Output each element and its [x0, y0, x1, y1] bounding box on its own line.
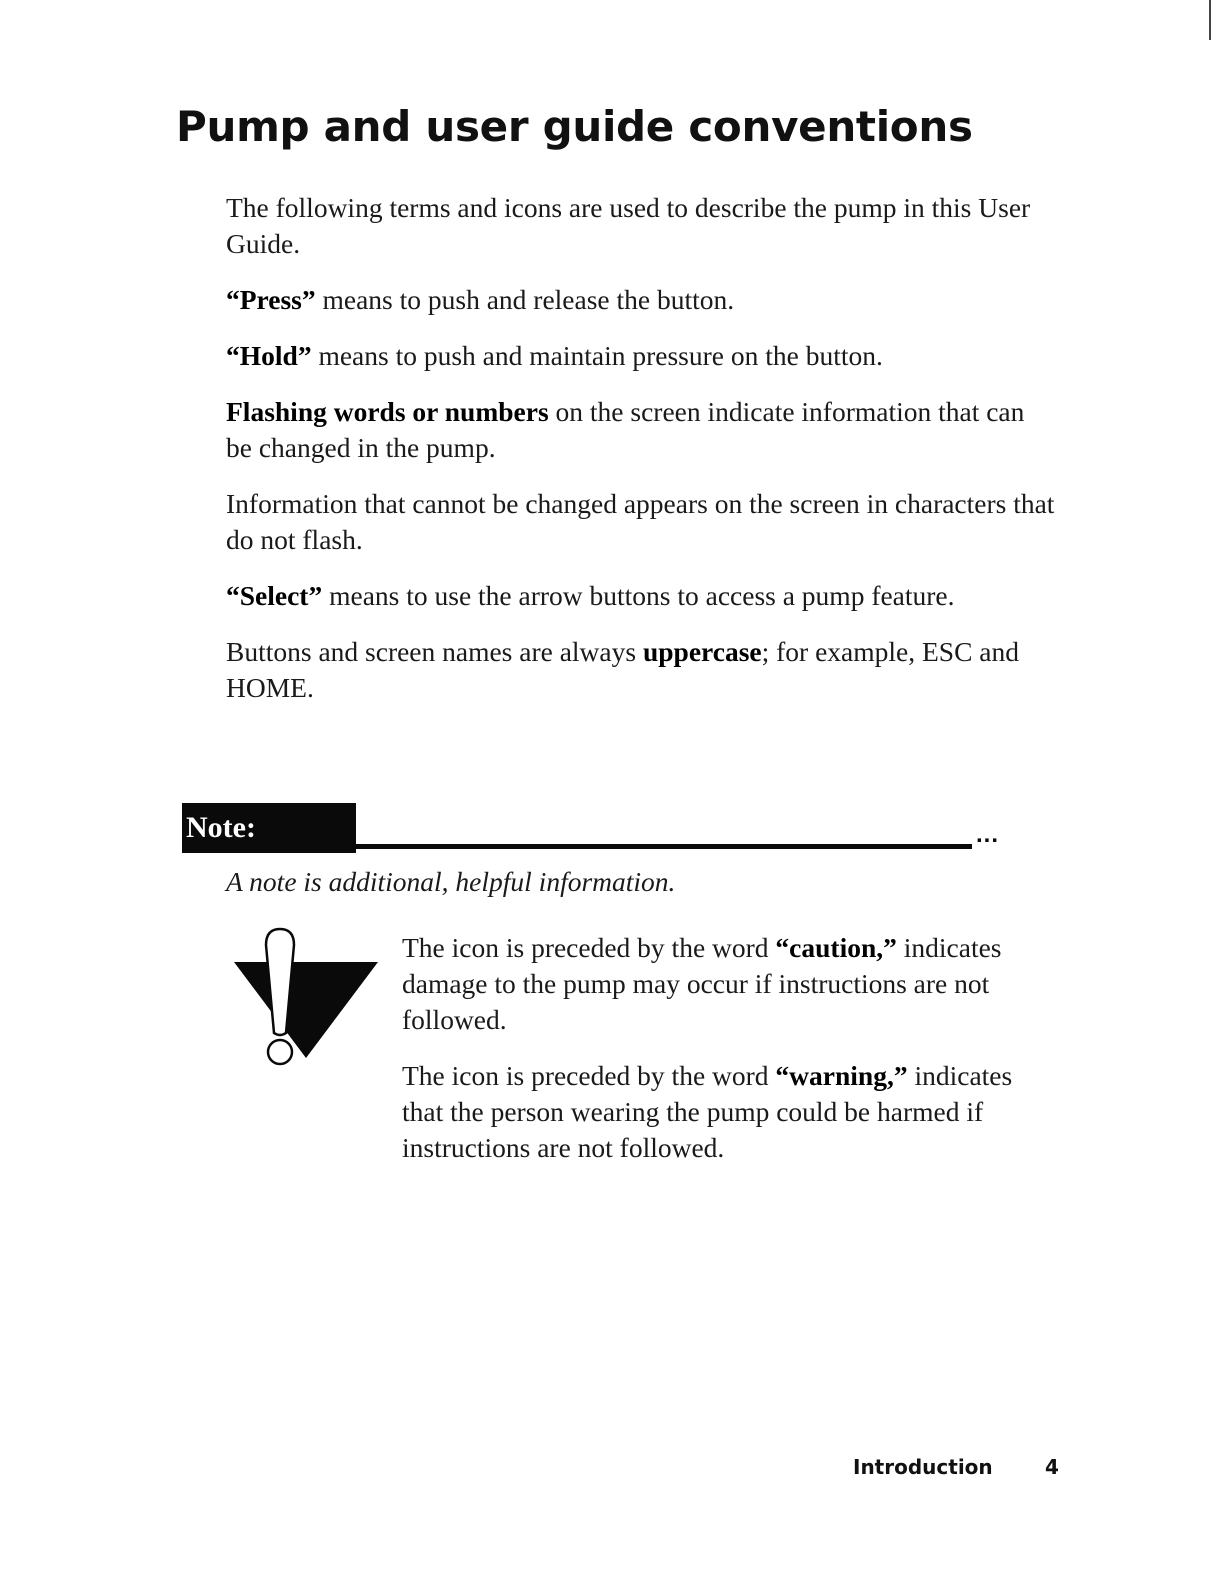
note-text: A note is additional, helpful information.	[226, 866, 676, 897]
warning-after: indicates that the person wearing the pump could be harmed if instructions are not followed.	[402, 1060, 1013, 1163]
caution-icon	[228, 925, 388, 1075]
note-rule-divider	[356, 844, 972, 849]
caution-paragraph	[402, 930, 1052, 1038]
term-press-desc: means to push and release the button.	[315, 284, 735, 315]
page-title: Pump and user guide conventions	[176, 102, 973, 151]
warning-before: The icon is preceded by the word	[402, 1060, 776, 1091]
scan-edge-mark	[1209, 0, 1211, 40]
caution-before: The icon is preceded by the word	[402, 932, 776, 963]
conventions-body	[226, 190, 1056, 726]
warning-paragraph	[402, 1058, 1052, 1166]
note-label: Note:	[182, 803, 356, 853]
icon-explanations	[402, 930, 1052, 1186]
term-select	[226, 578, 1056, 614]
term-hold	[226, 338, 1056, 374]
footer-section-name: Introduction	[853, 1455, 993, 1479]
uppercase-paragraph	[226, 634, 1056, 706]
caution-word: “caution,”	[775, 932, 897, 963]
term-press	[226, 282, 1056, 318]
term-select-desc: means to use the arrow buttons to access a pump feature.	[322, 580, 955, 611]
term-hold-label: “Hold”	[226, 340, 312, 371]
caution-after: indicates damage to the pump may occur if instructions are not followed.	[402, 932, 1002, 1035]
term-hold-desc: means to push and maintain pressure on the button.	[311, 340, 883, 371]
footer-page-number: 4	[1045, 1455, 1059, 1479]
info-paragraph: Information that cannot be changed appears on the screen in characters that do not flash.	[226, 488, 1055, 555]
uppercase-after: ; for example, ESC and HOME.	[226, 636, 1019, 703]
term-select-label: “Select”	[226, 580, 323, 611]
term-press-label: “Press”	[226, 284, 316, 315]
note-dots: ...	[976, 821, 1000, 848]
intro-paragraph: The following terms and icons are used to describe the pump in this User Guide.	[226, 192, 1031, 259]
term-flashing-label: Flashing words or numbers	[226, 396, 549, 427]
uppercase-bold: uppercase	[642, 636, 762, 667]
term-flashing-desc: on the screen indicate information that can be changed in the pump.	[226, 396, 1025, 463]
uppercase-before: Buttons and screen names are always	[226, 636, 643, 667]
term-flashing	[226, 394, 1056, 466]
warning-word: “warning,”	[775, 1060, 908, 1091]
note-header	[182, 803, 1000, 853]
